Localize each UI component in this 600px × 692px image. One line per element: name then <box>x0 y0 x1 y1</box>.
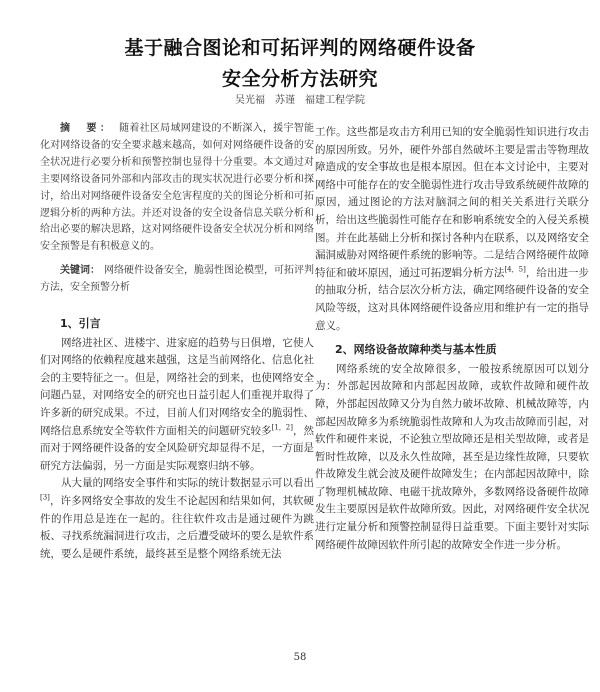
page-number: 58 <box>293 652 307 663</box>
left-column <box>40 121 314 563</box>
abstract-label: 摘 要： <box>60 123 114 134</box>
citation: [3] <box>40 493 50 502</box>
citation: [4，5] <box>504 265 526 274</box>
citation: [1，2] <box>271 423 293 432</box>
keywords <box>40 263 314 297</box>
keywords-label: 关键词： <box>60 265 100 277</box>
paragraph-text: 网络进社区、进楼宇、进家庭的趋势与日俱增，它使人们对网络的依赖程度越来越强，这是当前网络化、信息化社会的主要特征之一。但是，网络社会的到来，也使网络安全问题凸显，对网络安全的研究也日益引起人们重视并取得了许多新的研究成果。不过，目前人们对网络安全的脆弱性、网络信息系统安全等软件方面相关的问题研究较多 <box>40 336 314 437</box>
paragraph-text: 从大量的网络安全事件和实际的统计数据显示可以看出 <box>61 477 314 490</box>
paper-title-line-1: 基于融合图论和可拓评判的网络硬件设备 <box>124 37 476 59</box>
keywords-text: 网络硬件设备安全，脆弱性图论模型，可拓评判方法，安全预警分析 <box>40 265 314 294</box>
section-1-paragraph-1 <box>40 335 314 476</box>
right-column <box>315 124 589 554</box>
paper-title-line-2: 安全分析方法研究 <box>221 68 378 90</box>
section-1-heading: 1、引言 <box>60 317 101 331</box>
paragraph-text: 工作。这些都是攻击方利用已知的安全脆弱性知识进行攻击的原因所致。另外，硬件外部自然破坏主要是雷击等物理故障造成的安全事故也是根本原因。但在本文讨论中，主要对网络中可能存在的安全脆弱性进行攻击导致系统硬件故障的原因，通过图论的方法对脑洞之间的相关关系进行关联分析，给出这些脆弱性可能存在和影响系统安全的入侵关系模图。并在此基础上分析和探讨各种内在联系，以及网络安全漏洞威胁对网络硬件系统的影响等。二是结合网络硬件故障特征和破坏原因，通过可拓逻辑分析方法 <box>315 126 589 279</box>
right-paragraph-1 <box>315 124 589 335</box>
authors: 吴光福 苏谨 福建工程学院 <box>235 95 365 106</box>
section-1-paragraph-2 <box>40 475 314 563</box>
abstract-text: 随着社区局域网建设的不断深入，援宇智能化对网络设备的安全要求越来越高，如何对网络硬件设备的安全状况进行必要分析和预警控制也显得十分重要。本文通过对主要网络设备同外部和内部攻击的现实状况进行必要分析和探讨，给出对网络硬件设备安全危害程度的关的图论分析和可拓逻辑分析的两种方法。并还对设备的安全设备信息关联分析和给出必要的解决思路，这对网络硬件设备安全状况分析和网络安全预警是有积极意义的。 <box>40 123 315 253</box>
paragraph-text: ，许多网络安全事故的发生不论起因和结果如何，其软硬件的作用总是连在一起的。往往软件攻击是通过硬件为跳板、寻找系统漏洞进行攻击，之后遭受破坏的要么是软件系统，要么是硬件系统，最终甚至是整个网络系统无法 <box>40 495 314 560</box>
paragraph-text: ，然而对于网络硬件设备的安全风险研究却显得不足，一方面是研究方法偏弱，另一方面是实际观察归纳不够。 <box>40 424 315 472</box>
paragraph-text: ，给出进一步的抽取分析，结合层次分析方法，确定网络硬件设备的安全风险等级，这对具体网络硬件设备应用和维护有一定的指导意义。 <box>315 266 590 332</box>
abstract <box>40 121 314 256</box>
section-2-paragraph-1: 网络系统的安全故障很多，一般按系统原因可以划分为：外部起因故障和内部起因故障，或软件故障和硬件故障，外部起因故障又分为自然力破坏故障、机械故障等，内部起因故障多为系统脆弱性故障和人为攻击故障而引起，对软件和硬件来说，不论独立型故障还是相关型故障，或者是暂时性故障，以及永久性故障，甚至是边缘性故障，只要软件故障发生就会波及硬件故障发生；在内部起因故障中，除了物理机械故障、电磁干扰故障外，多数网络设备硬件故障发生主要原因是软件故障所致。因此，对网络硬件安全状况进行定量分析和预警控制显得日益重要。下面主要针对实际网络硬件故障因软件所引起的故障安全作进一步分析。 <box>315 362 589 551</box>
section-2-heading: 2、网络设备故障种类与基本性质 <box>335 343 497 357</box>
